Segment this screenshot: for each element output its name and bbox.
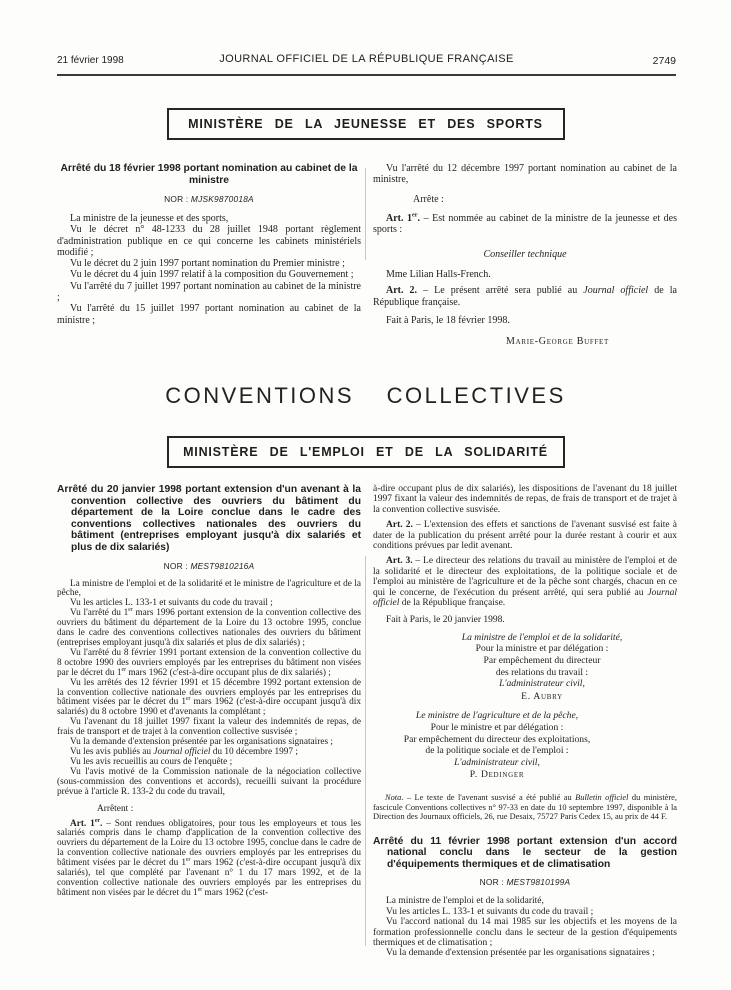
sig-empechement-line: Par empêchement du directeur des exploitations, bbox=[403, 733, 591, 745]
arrete-label: Arrête : bbox=[413, 193, 444, 205]
appointee-name: Mme Lilian Halls-French. bbox=[386, 269, 491, 281]
paragraph: Vu l'accord national du 14 mai 1985 sur les objectifs et les moyens de la formation professionnelle conclu dans le secteur de la gestion d'équipements thermiques et de climatisation ; bbox=[373, 917, 677, 948]
emploi-right-column bbox=[373, 484, 677, 959]
paragraph: Vu les articles L. 133-1 et suivants du code du travail ; bbox=[70, 598, 273, 609]
paragraph: Vu l'arrêté du 8 février 1991 portant extension de la convention collective du 8 octobre 1990 des ouvriers employés par les entreprises du bâtiment non visées par le décret du 1er mars 1962 (c'est-à-dire occupant plus de dix salariés) ; bbox=[57, 647, 361, 678]
conventions-collectives-title: CONVENTIONS COLLECTIVES bbox=[165, 383, 566, 408]
sig-delegation-line: Pour la ministre et par délégation : bbox=[475, 643, 609, 655]
paragraph: Vu la demande d'extension présentée par les organisations signataires ; bbox=[386, 948, 655, 959]
page-number: 2749 bbox=[652, 55, 676, 67]
sig-empechement-line: de la politique sociale et de l'emploi : bbox=[425, 745, 569, 757]
sports-right-column bbox=[373, 163, 677, 347]
article-3: Art. 3. – Le directeur des relations du travail au ministère de l'emploi et de la solidarité et le directeur des exploitations, de la politique sociale et de l'emploi au ministère de l'agriculture et de la pêche sont chargés, chacun en ce qui le concerne, de l'exécution du présent arrêté, qui sera publié au Journal officiel de la République française. bbox=[373, 556, 677, 609]
header-rule bbox=[57, 74, 676, 76]
paragraph: Vu l'avis motivé de la Commission nationale de la négociation collective (sous-commission des conventions et accords), recueilli suivant la procédure prévue à l'article R. 133-2 du code du travail, bbox=[57, 766, 361, 797]
paragraph: Vu le décret du 2 juin 1997 portant nomination du Premier ministre ; bbox=[70, 258, 345, 270]
signature-name: P. Dedinger bbox=[469, 769, 525, 781]
article-2: Art. 2. – Le présent arrêté sera publié au Journal officiel de la République française. bbox=[373, 285, 677, 308]
ministry-sports-box-title: MINISTÈRE DE LA JEUNESSE ET DES SPORTS bbox=[188, 117, 543, 131]
paragraph: La ministre de la jeunesse et des sports, bbox=[70, 213, 229, 224]
sports-left-column bbox=[57, 163, 361, 347]
paragraph: La ministre de l'emploi et de la solidarité, bbox=[386, 896, 544, 907]
article-2: Art. 2. – L'extension des effets et sanctions de l'avenant susvisé est faite à dater de la publication du présent arrêté pour la durée restant à courir et aux conditions prévues par ledit avenant. bbox=[373, 520, 677, 552]
paragraph: Vu les articles L. 133-1 et suivants du code du travail ; bbox=[386, 906, 594, 917]
emploi-section bbox=[57, 484, 677, 959]
ministry-emploi-box-title: MINISTÈRE DE L'EMPLOI ET DE LA SOLIDARITÉ bbox=[183, 445, 548, 459]
decree-heading-sports: Arrêté du 18 février 1998 portant nomination au cabinet de la ministre bbox=[60, 163, 358, 186]
date-line: Fait à Paris, le 20 janvier 1998. bbox=[386, 615, 505, 626]
article-1: Art. 1er. – Sont rendues obligatoires, pour tous les employeurs et tous les salariés compris dans le champ d'application de la convention collective des ouvriers du département de la Loire du 13 octobre 1995, conclue dans le cadre de la convention collective nationale des ouvriers employés par les entreprises du bâtiment visées par le décret du 1er mars 1962 (c'est-à-dire occupant jusqu'à dix salariés), tel que complété par l'avenant n° 1 du 17 mars 1992, et de la convention collective nationale des ouvriers employés par les entreprises du bâtiment non visées par le décret du 1er mars 1962 (c'est- bbox=[57, 817, 362, 898]
sig-minister-line: Le ministre de l'agriculture et de la pêche, bbox=[415, 710, 579, 722]
continuation-paragraph: à-dire occupant plus de dix salariés), les dispositions de l'avenant du 18 juillet 1997 fixant la valeur des indemnités de repas, de frais de transport et de trajet à la convention collective susvisée. bbox=[373, 484, 677, 515]
ministry-sports-box bbox=[167, 108, 565, 140]
header-date: 21 février 1998 bbox=[57, 55, 124, 66]
paragraph: La ministre de l'emploi et de la solidarité et le ministre de l'agriculture et de la pêche, bbox=[57, 578, 361, 599]
paragraph: Vu l'avenant du 18 juillet 1997 fixant la valeur des indemnités de repas, de frais de transport et de trajet à la convention collective susvisée ; bbox=[57, 717, 361, 738]
signature-block-minister-agriculture bbox=[373, 710, 621, 781]
paragraph: Vu l'arrêté du 1er mars 1996 portant extension de la convention collective des ouvriers du bâtiment du département de la Loire du 13 octobre 1995, conclue dans le cadre des conventions collectives nationales des ouvriers du bâtiment (entreprises employant jusqu'à dix salariés et plus de dix salariés) ; bbox=[57, 607, 361, 648]
nota-paragraph: Nota. – Le texte de l'avenant susvisé a été publié au Bulletin officiel du ministère, fascicule Conventions collectives n° 97-33 en date du 10 septembre 1997, disponible à la Direction des Journaux officiels, 26, rue Desaix, 75727 Paris Cedex 15, au prix de 44 F. bbox=[373, 793, 677, 821]
paragraph: Vu le décret n° 48-1233 du 28 juillet 1948 portant règlement d'administration publique en ce qui concerne les cabinets ministériels modifié ; bbox=[57, 224, 361, 258]
emploi-left-column bbox=[57, 484, 361, 959]
decree-heading-thermiques: Arrêté du 11 février 1998 portant extension d'un accord national conclu dans le secteur de la gestion d'équipements thermiques et de climatisation bbox=[373, 835, 677, 870]
sig-delegation-line: Pour le ministre et par délégation : bbox=[430, 722, 564, 734]
scan-artifact-line bbox=[365, 168, 366, 260]
signature-block-minister-emploi bbox=[407, 632, 677, 703]
paragraph: Vu l'arrêté du 15 juillet 1997 portant nomination au cabinet de la ministre ; bbox=[57, 303, 361, 326]
signature-name: E. Aubry bbox=[521, 690, 563, 702]
signature-name: Marie-George Buffet bbox=[506, 336, 609, 348]
journal-title: JOURNAL OFFICIEL DE LA RÉPUBLIQUE FRANÇAISE bbox=[219, 53, 514, 65]
date-line: Fait à Paris, le 18 février 1998. bbox=[386, 315, 510, 327]
sig-title-line: L'administrateur civil, bbox=[454, 756, 540, 768]
sig-empechement-line: des relations du travail : bbox=[495, 666, 589, 678]
nor-line-emploi: NOR : MEST9810216A bbox=[163, 560, 255, 571]
paragraph: Vu l'arrêté du 12 décembre 1997 portant nomination au cabinet de la ministre, bbox=[373, 163, 677, 186]
sig-empechement-line: Par empêchement du directeur bbox=[483, 655, 601, 667]
paragraph: Vu les avis publiés au Journal officiel du 10 décembre 1997 ; bbox=[70, 746, 298, 757]
paragraph: Vu l'arrêté du 7 juillet 1997 portant nomination au cabinet de la ministre ; bbox=[57, 280, 361, 304]
paragraph: Vu les avis recueillis au cours de l'enquête ; bbox=[70, 756, 233, 767]
ministry-emploi-box bbox=[167, 436, 565, 468]
paragraph: Vu la demande d'extension présentée par les organisations signataires ; bbox=[70, 737, 333, 748]
nor-line-sports: NOR : MJSK9870018A bbox=[164, 194, 254, 204]
scan-artifact-line bbox=[365, 556, 366, 946]
sports-section bbox=[57, 163, 677, 347]
arretent-label: Arrêtent : bbox=[97, 803, 134, 814]
role-title: Conseiller technique bbox=[483, 249, 567, 261]
article-1: Art. 1er. – Est nommée au cabinet de la ministre de la jeunesse et des sports : bbox=[373, 211, 677, 235]
decree-heading-emploi: Arrêté du 20 janvier 1998 portant extension d'un avenant à la convention collective des ouvriers du bâtiment du département de la Loire conclue dans le cadre des conventions collectives nationales des ouvriers du bâtiment (entreprises employant jusqu'à dix salariés et plus de dix salariés) bbox=[57, 484, 361, 553]
sig-title-line: L'administrateur civil, bbox=[499, 678, 585, 690]
paragraph: Vu le décret du 4 juin 1997 relatif à la composition du Gouvernement ; bbox=[70, 269, 354, 281]
paragraph: Vu les arrêtés des 12 février 1991 et 15 décembre 1992 portant extension de la convention collective nationale des ouvriers employés par les entreprises du bâtiment visées par le décret du 1er mars 1962 (c'est-à-dire occupant jusqu'à dix salariés) du 8 octobre 1990 et d'avenants la complétant ; bbox=[57, 677, 361, 718]
page-header bbox=[57, 52, 676, 70]
nor-line-thermiques: NOR : MEST9810199A bbox=[479, 877, 571, 888]
sig-minister-line: La ministre de l'emploi et de la solidarité, bbox=[461, 631, 623, 643]
